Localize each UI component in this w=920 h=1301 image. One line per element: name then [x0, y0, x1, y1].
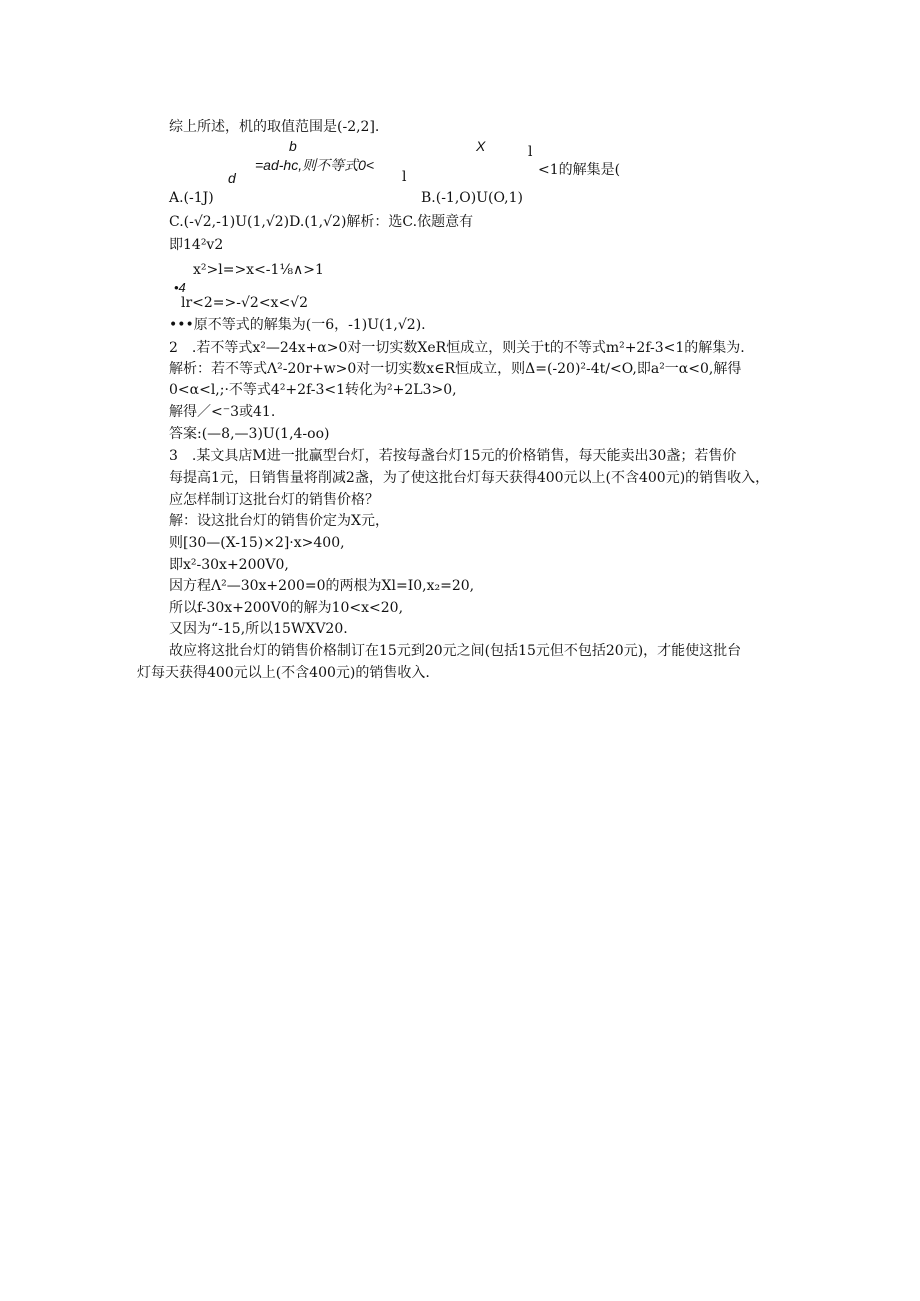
- analysis-mark: •4: [174, 280, 186, 295]
- option-c-d-analysis: C.(-√2,-1)U(1,√2)D.(1,√2)解析：选C.依题意有: [169, 214, 474, 230]
- analysis-step-lr: lr<2=>-√2<x<√2: [181, 295, 309, 311]
- problem3-question-2: 每提高1元，日销售量将削减2盏，为了使这批台灯每天获得400元以上(不含400元)的销售收入，: [169, 470, 770, 486]
- summary-line: 综上所述，机的取值范围是(-2,2].: [169, 119, 380, 135]
- problem3-solution-4: 因方程Λ²—30x+200=0的两根为Xl=I0,x₂=20,: [169, 578, 475, 594]
- problem2-analysis-2: 0<α<l,;·不等式4²+2f-3<1转化为²+2L3>0,: [169, 382, 457, 398]
- problem2-answer: 答案:(—8,—3)U(1,4-oo): [169, 426, 330, 442]
- fraction-top-b: b: [289, 138, 297, 154]
- analysis-step-ji: 即14²v2: [169, 237, 224, 253]
- problem3-solution-1: 解：设这批台灯的销售价定为X元，: [169, 513, 389, 529]
- problem3-solution-5: 所以f-30x+200V0的解为10<x<20,: [169, 600, 404, 616]
- problem2-question: 2 .若不等式x²—24x+α>0对一切实数XeR恒成立，则关于t的不等式m²+2f-3<1的解集为.: [169, 340, 745, 356]
- fraction-top-x: X: [476, 138, 486, 154]
- problem3-solution-3: 即x²-30x+200V0,: [169, 557, 289, 573]
- problem3-solution-2: 则[30—(X-15)×2]·x>400,: [169, 535, 345, 551]
- problem3-question-1: 3 .某文具店M进一批赢型台灯，若按每盏台灯15元的价格销售，每天能卖出30盏；若售价: [169, 448, 737, 464]
- problem2-analysis-1: 解析：若不等式Λ²-20r+w>0对一切实数x∈R恒成立，则Δ=(-20)²-4t∕<O,即a²一α<0,解得: [169, 361, 742, 377]
- problem3-solution-6: 又因为“-15,所以15WXV20.: [169, 621, 348, 637]
- option-b: B.(-1,O)U(O,1): [421, 190, 523, 206]
- determinant-formula: =ad-hc,则不等式0<: [255, 157, 375, 173]
- fraction-bottom-l: l: [402, 169, 407, 185]
- determinant-text: [255, 158, 374, 173]
- fraction-top-l: l: [528, 144, 533, 160]
- problem1-question-end: <1的解集是(: [538, 162, 621, 178]
- analysis-step-x2: x²>l=>x<-1⅛∧>1: [193, 262, 324, 278]
- problem3-conclusion-1: 故应将这批台灯的销售价格制订在15元到20元之间(包括15元但不包括20元)，才能使这批台: [169, 643, 742, 659]
- fraction-bottom-d: d: [228, 170, 236, 186]
- problem3-question-3: 应怎样制订这批台灯的销售价格？: [169, 492, 379, 508]
- option-a: A.(-1J): [169, 190, 214, 206]
- problem3-conclusion-2: 灯每天获得400元以上(不含400元)的销售收入.: [137, 665, 430, 681]
- problem1-conclusion: •••原不等式的解集为(一6，-1)U(1,√2).: [169, 317, 426, 333]
- problem2-solve: 解得／<⁻3或41.: [169, 404, 276, 420]
